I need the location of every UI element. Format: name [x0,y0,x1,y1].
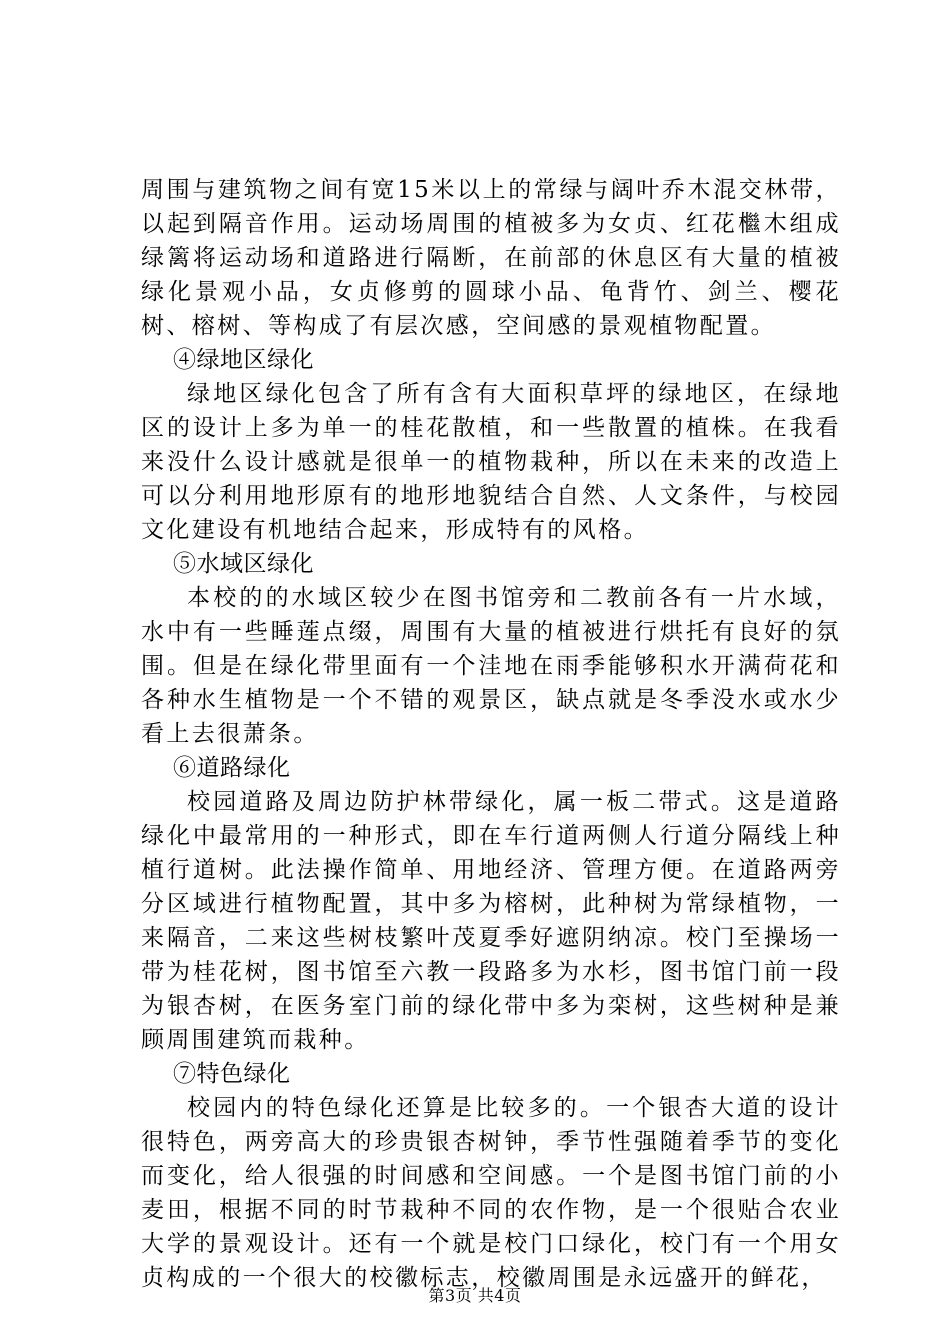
heading-road-greening: ⑥道路绿化 [173,755,291,781]
heading-feature-greening: ⑦特色绿化 [173,1061,291,1087]
paragraph-green-area: 绿地区绿化包含了所有含有大面积草坪的绿地区，在绿地区的设计上多为单一的桂花散植，和一些散置的植株。在我看来没什么设计感就是很单一的植物栽种，所以在未来的改造上可以分利用地形原有的地形地貌结合自然、人文条件，与校园文化建设有机地结合起来，形成特有的风格。 [141,381,841,543]
paragraph-sports-area: 周围与建筑物之间有宽15米以上的常绿与阔叶乔木混交林带，以起到隔音作用。运动场周围的植被多为女贞、红花檵木组成绿篱将运动场和道路进行隔断，在前部的休息区有大量的植被绿化景观小品，女贞修剪的圆球小品、龟背竹、剑兰、樱花树、榕树、等构成了有层次感，空间感的景观植物配置。 [141,177,841,339]
document-body [141,173,841,1295]
page-number-footer: 第3页 共4页 [428,1286,522,1305]
heading-green-area: ④绿地区绿化 [173,347,314,373]
paragraph-feature-greening: 校园内的特色绿化还算是比较多的。一个银杏大道的设计很特色，两旁高大的珍贵银杏树钟，季节性强随着季节的变化而变化，给人很强的时间感和空间感。一个是图书馆门前的小麦田，根据不同的时节栽种不同的农作物，是一个很贴合农业大学的景观设计。还有一个就是校门口绿化，校门有一个用女贞构成的一个很大的校徽标志，校徽周围是永远盛开的鲜花， [141,1095,841,1291]
paragraph-road-greening: 校园道路及周边防护林带绿化，属一板二带式。这是道路绿化中最常用的一种形式，即在车行道两侧人行道分隔线上种植行道树。此法操作简单、用地经济、管理方便。在道路两旁分区域进行植物配置，其中多为榕树，此种树为常绿植物，一来隔音，二来这些树枝繁叶茂夏季好遮阴纳凉。校门至操场一带为桂花树，图书馆至六教一段路多为水杉，图书馆门前一段为银杏树，在医务室门前的绿化带中多为栾树，这些树种是兼顾周围建筑而栽种。 [141,789,841,1053]
paragraph-water-area: 本校的的水域区较少在图书馆旁和二教前各有一片水域，水中有一些睡莲点缀，周围有大量的植被进行烘托有良好的氛围。但是在绿化带里面有一个洼地在雨季能够积水开满荷花和各种水生植物是一个不错的观景区，缺点就是冬季没水或水少看上去很萧条。 [141,585,841,747]
heading-water-area: ⑤水域区绿化 [173,551,314,577]
